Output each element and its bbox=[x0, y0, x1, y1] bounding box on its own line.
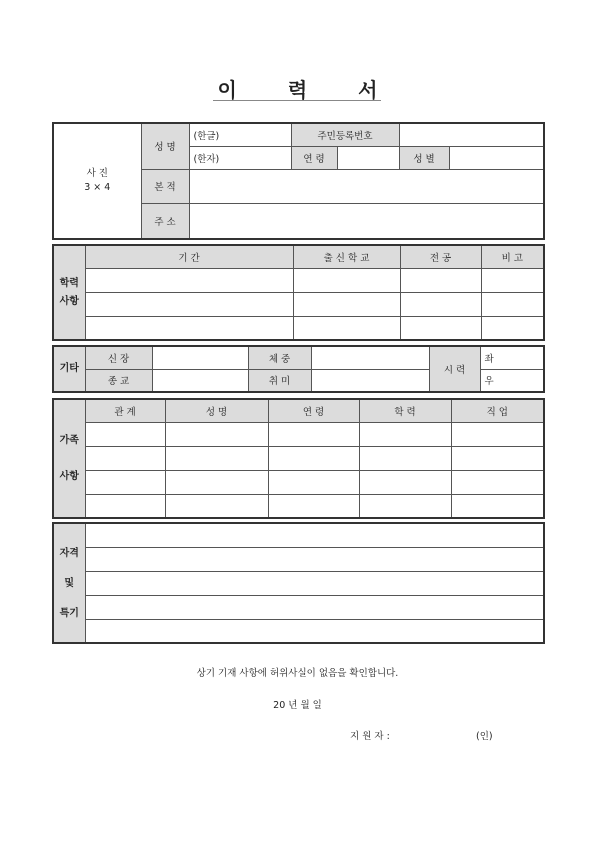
religion-label: 종 교 bbox=[85, 369, 152, 392]
family-cell[interactable] bbox=[451, 422, 544, 446]
family-cell[interactable] bbox=[451, 470, 544, 494]
origin-label: 본 적 bbox=[141, 169, 189, 203]
family-cell[interactable] bbox=[451, 446, 544, 470]
education-header-school: 출 신 학 교 bbox=[293, 245, 400, 268]
weight-field[interactable] bbox=[311, 346, 429, 369]
license-line[interactable] bbox=[85, 523, 544, 547]
rrn-field[interactable] bbox=[399, 123, 544, 146]
table-row bbox=[53, 316, 544, 340]
table-row bbox=[53, 470, 544, 494]
weight-label: 체 중 bbox=[248, 346, 311, 369]
family-cell[interactable] bbox=[165, 446, 268, 470]
family-cell[interactable] bbox=[165, 470, 268, 494]
origin-field[interactable] bbox=[189, 169, 544, 203]
address-field[interactable] bbox=[189, 203, 544, 239]
confirmation-statement: 상기 기재 사항에 허위사실이 없음을 확인합니다. bbox=[196, 668, 399, 679]
vision-right-label: 우 bbox=[484, 376, 494, 388]
table-row bbox=[53, 422, 544, 446]
rrn-label: 주민등록번호 bbox=[291, 123, 399, 146]
family-cell[interactable] bbox=[85, 494, 165, 518]
sex-field[interactable] bbox=[449, 146, 544, 169]
photo-size: 3 × 4 bbox=[84, 182, 111, 193]
family-cell[interactable] bbox=[165, 494, 268, 518]
license-line[interactable] bbox=[85, 619, 544, 643]
document-title: 이 력 서 bbox=[217, 78, 400, 102]
hobby-field[interactable] bbox=[311, 369, 429, 392]
family-cell[interactable] bbox=[268, 422, 359, 446]
education-cell[interactable] bbox=[481, 268, 544, 292]
family-cell[interactable] bbox=[85, 422, 165, 446]
family-cell[interactable] bbox=[359, 494, 451, 518]
title-underline bbox=[213, 100, 381, 101]
family-cell[interactable] bbox=[359, 470, 451, 494]
vision-label: 시 력 bbox=[429, 346, 480, 392]
education-cell[interactable] bbox=[481, 316, 544, 340]
family-cell[interactable] bbox=[451, 494, 544, 518]
hanja-name-field[interactable] bbox=[189, 146, 291, 169]
date-line: 20 년 월 일 bbox=[273, 700, 322, 711]
education-cell[interactable] bbox=[293, 316, 400, 340]
family-header-job: 직 업 bbox=[451, 399, 544, 422]
address-label: 주 소 bbox=[141, 203, 189, 239]
education-cell[interactable] bbox=[481, 292, 544, 316]
age-label: 연 령 bbox=[291, 146, 337, 169]
hanja-label: (한자) bbox=[193, 153, 220, 165]
education-cell[interactable] bbox=[85, 316, 293, 340]
family-side-label: 가족 사항 bbox=[53, 399, 85, 518]
family-header-relation: 관 계 bbox=[85, 399, 165, 422]
table-row bbox=[53, 446, 544, 470]
education-cell[interactable] bbox=[293, 292, 400, 316]
sex-label: 성 별 bbox=[399, 146, 449, 169]
religion-field[interactable] bbox=[152, 369, 248, 392]
other-info-table bbox=[52, 345, 545, 393]
license-line[interactable] bbox=[85, 571, 544, 595]
education-header-major: 전 공 bbox=[400, 245, 481, 268]
table-row bbox=[53, 268, 544, 292]
education-header-note: 비 고 bbox=[481, 245, 544, 268]
vision-right-field[interactable] bbox=[480, 369, 544, 392]
family-cell[interactable] bbox=[268, 494, 359, 518]
education-side-label: 학력 사항 bbox=[53, 245, 85, 340]
height-field[interactable] bbox=[152, 346, 248, 369]
korean-name-field[interactable] bbox=[189, 123, 291, 146]
education-header-period: 기 간 bbox=[85, 245, 293, 268]
applicant-label: 지 원 자 : bbox=[350, 731, 390, 742]
education-cell[interactable] bbox=[400, 292, 481, 316]
education-cell[interactable] bbox=[400, 316, 481, 340]
table-row bbox=[53, 494, 544, 518]
education-cell[interactable] bbox=[85, 292, 293, 316]
family-cell[interactable] bbox=[165, 422, 268, 446]
family-cell[interactable] bbox=[85, 446, 165, 470]
family-header-education: 학 력 bbox=[359, 399, 451, 422]
hobby-label: 취 미 bbox=[248, 369, 311, 392]
name-label: 성 명 bbox=[141, 123, 189, 169]
license-line[interactable] bbox=[85, 595, 544, 619]
photo-label: 사 진 bbox=[86, 168, 108, 179]
seal-label: (인) bbox=[476, 731, 493, 742]
family-cell[interactable] bbox=[268, 446, 359, 470]
family-cell[interactable] bbox=[85, 470, 165, 494]
height-label: 신 장 bbox=[85, 346, 152, 369]
license-line[interactable] bbox=[85, 547, 544, 571]
personal-info-table bbox=[52, 122, 545, 240]
family-table bbox=[52, 398, 545, 519]
family-header-name: 성 명 bbox=[165, 399, 268, 422]
education-table bbox=[52, 244, 545, 341]
family-cell[interactable] bbox=[268, 470, 359, 494]
vision-left-field[interactable] bbox=[480, 346, 544, 369]
age-field[interactable] bbox=[337, 146, 399, 169]
education-cell[interactable] bbox=[293, 268, 400, 292]
family-cell[interactable] bbox=[359, 446, 451, 470]
korean-label: (한글) bbox=[193, 130, 220, 142]
other-side-label: 기타 bbox=[53, 346, 85, 392]
license-table bbox=[52, 522, 545, 644]
vision-left-label: 좌 bbox=[484, 353, 494, 365]
family-cell[interactable] bbox=[359, 422, 451, 446]
family-header-age: 연 령 bbox=[268, 399, 359, 422]
education-cell[interactable] bbox=[400, 268, 481, 292]
license-side-label: 자격 및 특기 bbox=[53, 523, 85, 643]
education-cell[interactable] bbox=[85, 268, 293, 292]
table-row bbox=[53, 292, 544, 316]
photo-cell bbox=[53, 123, 141, 239]
